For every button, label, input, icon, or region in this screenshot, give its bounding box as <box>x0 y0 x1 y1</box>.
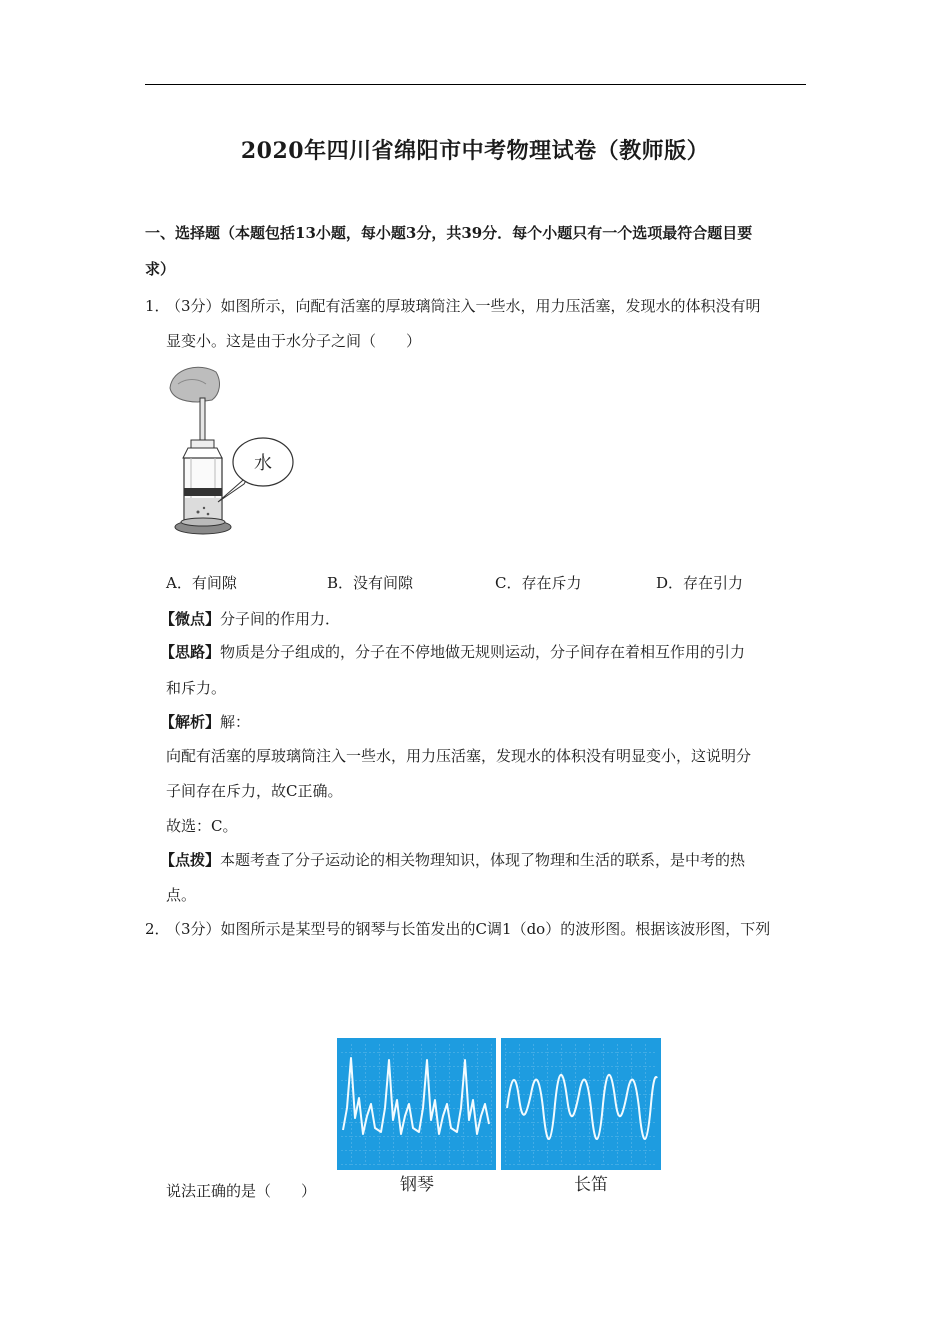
section-heading-line2: 求） <box>145 260 176 278</box>
q1-number: 1． <box>145 297 170 315</box>
q1-stem-line2: 显变小。这是由于水分子之间（ ） <box>166 332 422 350</box>
piston-cylinder-figure <box>160 362 310 542</box>
waveform-figure <box>337 1038 661 1200</box>
q1-tip-line2: 点。 <box>166 886 197 904</box>
page-title: 2020年四川省绵阳市中考物理试卷（教师版） <box>240 138 710 164</box>
q1-option-b: B．没有间隙 <box>327 574 414 592</box>
q1-idea-line2: 和斥力。 <box>166 679 227 697</box>
q2-stem-line2: 说法正确的是（ ） <box>166 1182 317 1200</box>
q1-analysis: 【解析】解： <box>160 713 251 731</box>
q1-answer: 故选：C。 <box>166 817 238 835</box>
q1-point: 【微点】分子间的作用力． <box>160 610 341 628</box>
wave-label-flute: 长笛 <box>574 1175 608 1195</box>
q1-tip: 【点拨】本题考查了分子运动论的相关物理知识，体现了物理和生活的联系，是中考的热 <box>160 851 746 869</box>
wave-label-piano: 钢琴 <box>400 1175 434 1195</box>
header-rule <box>145 84 806 85</box>
q1-stem-line1: （3分）如图所示，向配有活塞的厚玻璃筒注入一些水，用力压活塞，发现水的体积没有明 <box>166 297 761 315</box>
q1-option-d: D．存在引力 <box>656 574 744 592</box>
q2-number: 2． <box>145 920 170 938</box>
q1-analysis-line2: 子间存在斥力，故C正确。 <box>166 782 343 800</box>
section-heading-line1: 一、选择题（本题包括13小题，每小题3分，共39分．每个小题只有一个选项最符合题目要 <box>145 224 753 242</box>
q1-option-c: C．存在斥力 <box>495 574 582 592</box>
figure-label-water: 水 <box>254 453 272 474</box>
q1-option-a: A．有间隙 <box>166 574 237 592</box>
q2-stem-line1: （3分）如图所示是某型号的钢琴与长笛发出的C调1（do）的波形图。根据该波形图，下列 <box>166 920 771 938</box>
q1-idea: 【思路】物质是分子组成的，分子在不停地做无规则运动，分子间存在着相互作用的引力 <box>160 643 746 661</box>
q1-analysis-line1: 向配有活塞的厚玻璃筒注入一些水，用力压活塞，发现水的体积没有明显变小，这说明分 <box>166 747 752 765</box>
